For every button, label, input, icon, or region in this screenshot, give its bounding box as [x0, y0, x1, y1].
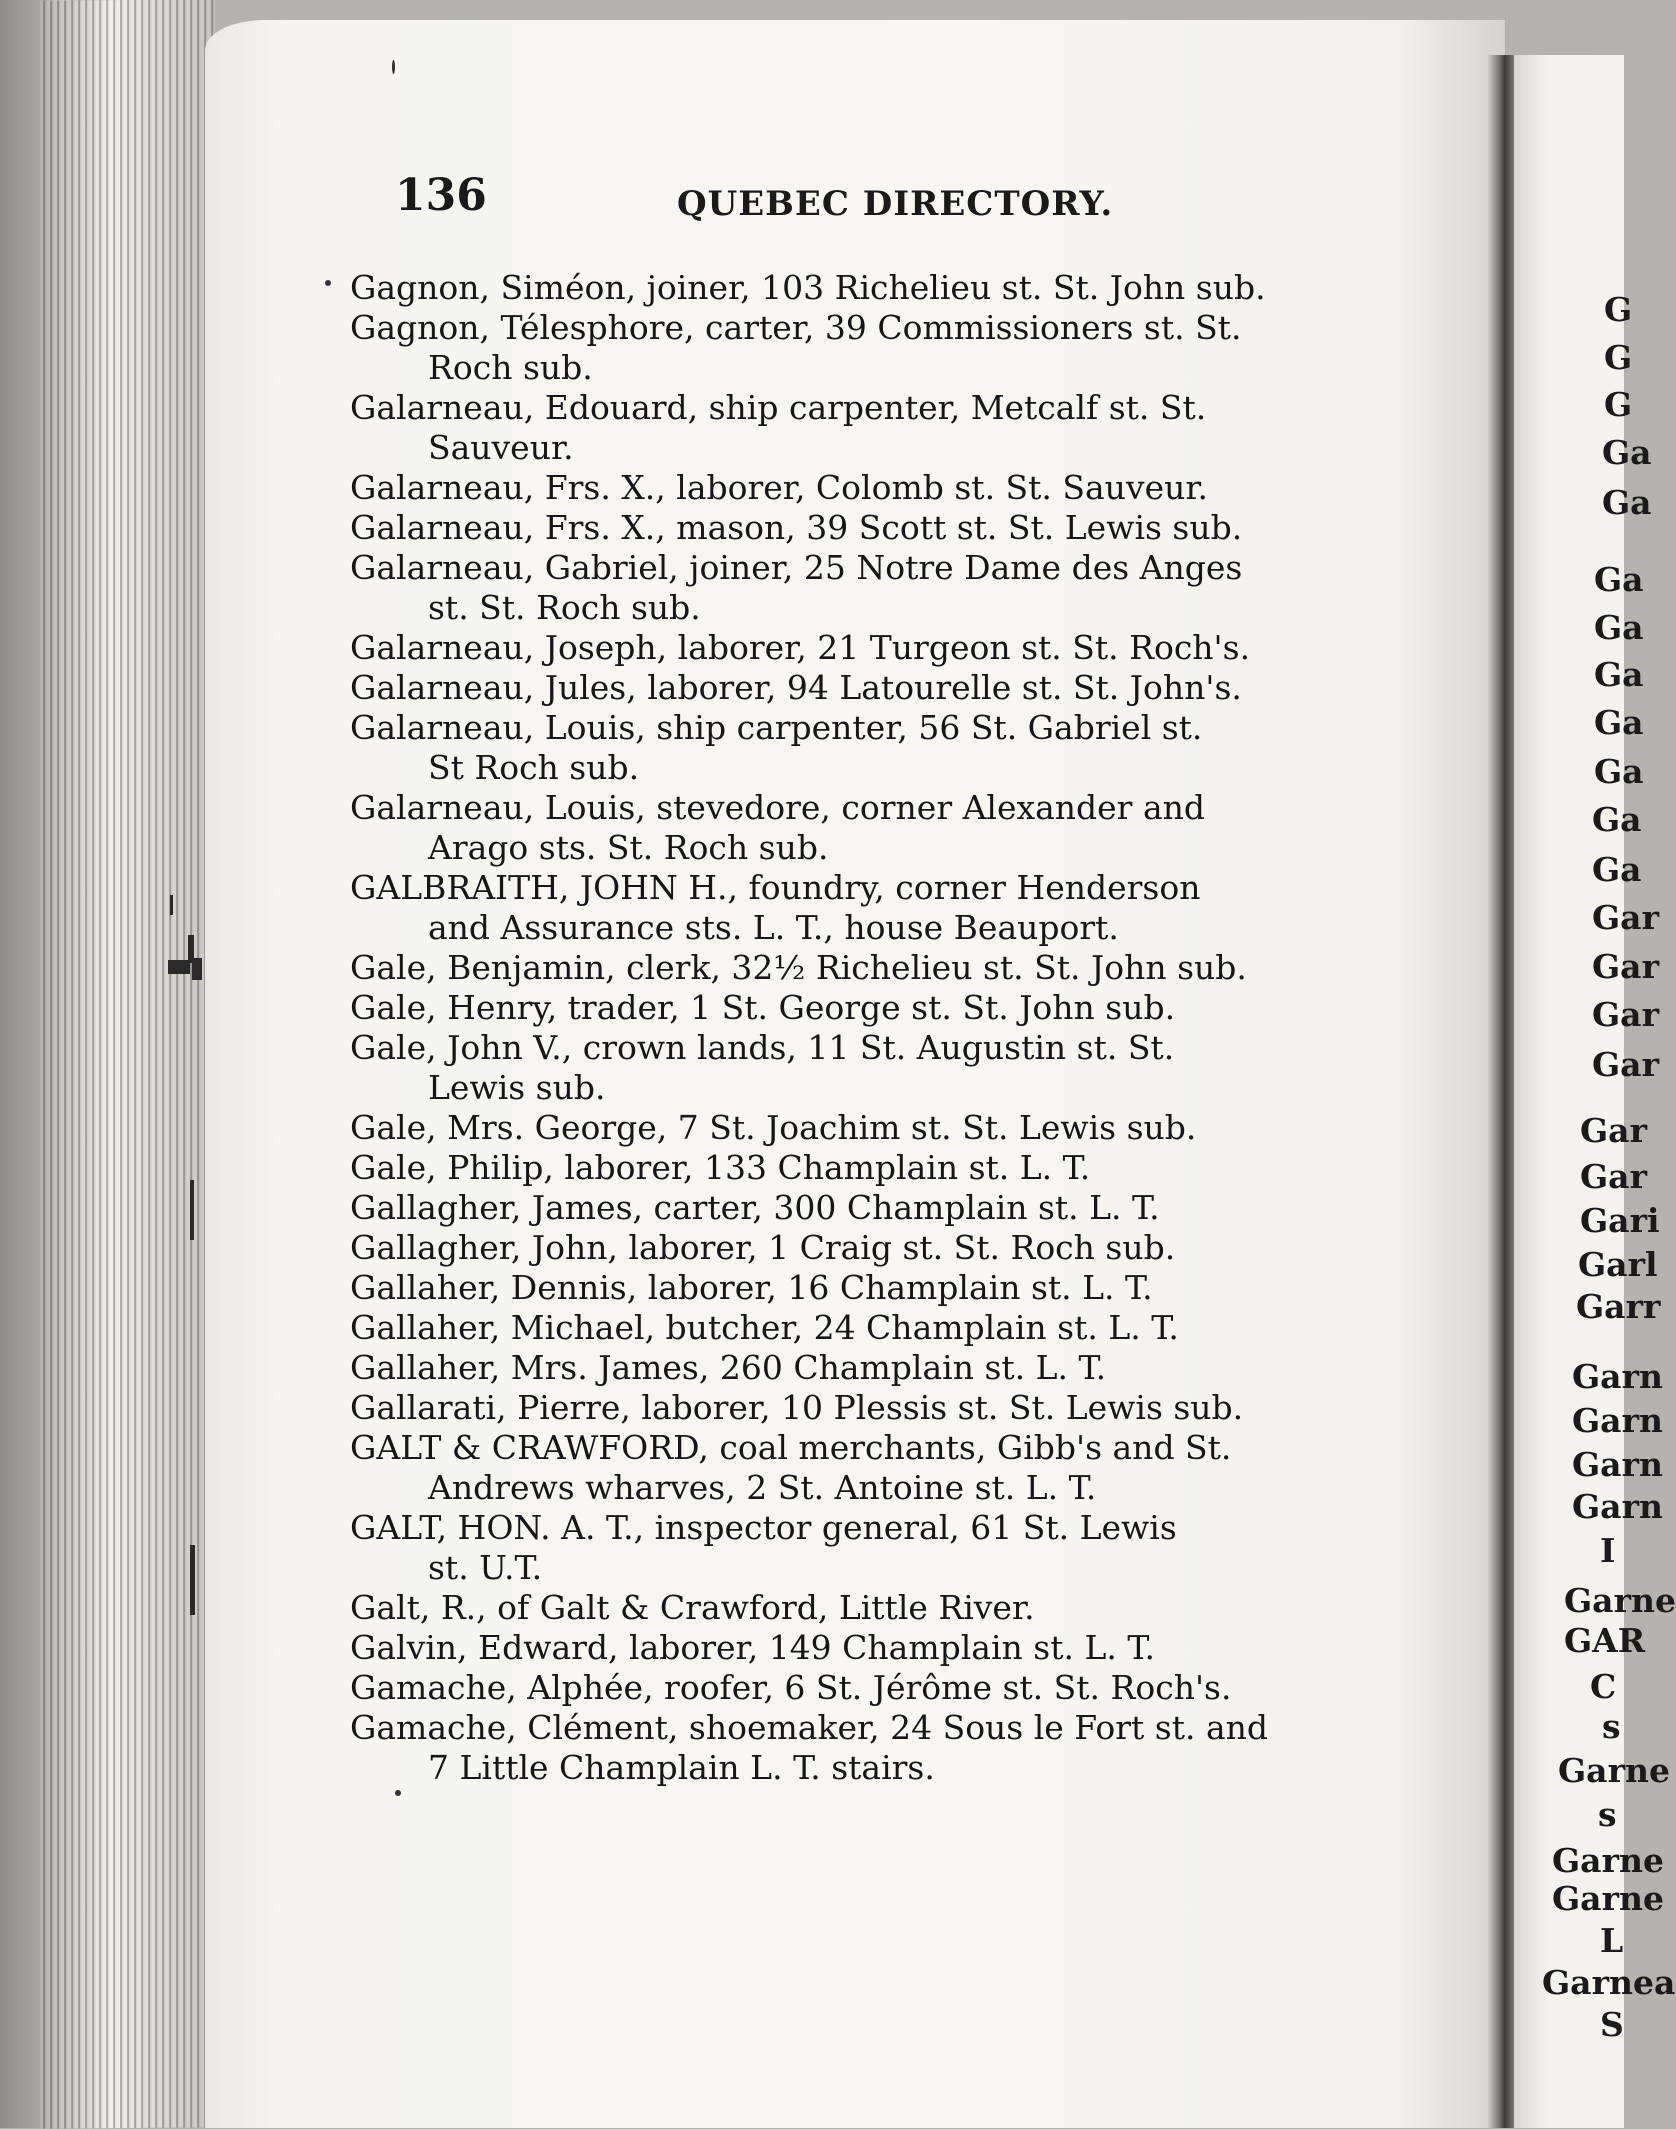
right-page — [1514, 55, 1676, 2128]
right-page-fragment: Garne — [1558, 1751, 1670, 1790]
entry-line: Galarneau, Joseph, laborer, 21 Turgeon st. St. Roch's. — [350, 628, 1251, 667]
directory-entry — [350, 948, 1360, 988]
entry-line: Galarneau, Louis, stevedore, corner Alexander and — [350, 788, 1206, 827]
right-page-fragment: G — [1604, 338, 1633, 377]
entry-line: Gale, Henry, trader, 1 St. George st. St. John sub. — [350, 988, 1176, 1027]
right-page-fragment: Gar — [1592, 947, 1659, 986]
directory-entry — [350, 868, 1360, 948]
right-page-fragment: Garnea — [1542, 1963, 1676, 2002]
page-number: 136 — [395, 170, 487, 221]
right-page-fragment: Ga — [1602, 483, 1652, 522]
directory-entry — [350, 1228, 1360, 1268]
directory-entry — [350, 1588, 1360, 1628]
right-page-fragment: Ga — [1594, 703, 1644, 742]
right-page-fragment: G — [1604, 290, 1633, 329]
entry-line: Gale, Benjamin, clerk, 32½ Richelieu st. St. John sub. — [350, 948, 1247, 987]
directory-entry — [350, 788, 1360, 868]
right-page-fragment: Garne — [1552, 1879, 1664, 1918]
right-page-fragment: Ga — [1594, 752, 1644, 791]
entry-line: Gamache, Clément, shoemaker, 24 Sous le Fort st. and — [350, 1708, 1269, 1747]
gutter — [1488, 55, 1516, 2128]
entry-line: GALBRAITH, JOHN H., foundry, corner Henderson — [350, 868, 1201, 907]
entry-continuation: 7 Little Champlain L. T. stairs. — [428, 1748, 935, 1787]
directory-entry — [350, 668, 1360, 708]
directory-entry — [350, 628, 1360, 668]
entry-line: Gamache, Alphée, roofer, 6 St. Jérôme st. St. Roch's. — [350, 1668, 1232, 1707]
entry-line: Gagnon, Siméon, joiner, 103 Richelieu st. St. John sub. — [350, 268, 1266, 307]
right-page-fragment: Garn — [1572, 1487, 1663, 1526]
right-page-fragment: Gar — [1580, 1157, 1647, 1196]
right-page-fragment: Gari — [1580, 1201, 1660, 1240]
right-page-fragment: I — [1600, 1531, 1616, 1570]
directory-entry — [350, 1148, 1360, 1188]
directory-entry — [350, 1508, 1360, 1588]
directory-entry — [350, 508, 1360, 548]
right-page-fragment: Garn — [1572, 1357, 1663, 1396]
right-page-fragment: L — [1600, 1921, 1624, 1960]
right-page-fragment: Ga — [1594, 560, 1644, 599]
right-page-fragment: Garn — [1572, 1401, 1663, 1440]
entry-continuation: Sauveur. — [428, 428, 574, 467]
right-page-fragment: Ga — [1594, 655, 1644, 694]
directory-entries — [350, 268, 1360, 1788]
right-page-fragment: C — [1590, 1667, 1617, 1706]
right-page-fragment: Garn — [1572, 1445, 1663, 1484]
entry-continuation: Roch sub. — [428, 348, 593, 387]
entry-line: Gallaher, Mrs. James, 260 Champlain st. L. T. — [350, 1348, 1107, 1387]
right-page-fragment: Garl — [1578, 1245, 1658, 1284]
right-page-fragment: Garr — [1576, 1287, 1661, 1326]
entry-line: Gale, John V., crown lands, 11 St. Augustin st. St. — [350, 1028, 1175, 1067]
right-page-fragment: Ga — [1592, 800, 1642, 839]
entry-line: Gallagher, John, laborer, 1 Craig st. St. Roch sub. — [350, 1228, 1176, 1267]
right-page-fragment: Gar — [1580, 1111, 1647, 1150]
page-header — [395, 170, 1405, 240]
edge-marks — [150, 0, 210, 2128]
right-page-fragment: Ga — [1602, 433, 1652, 472]
entry-continuation: st. U.T. — [428, 1548, 543, 1587]
entry-line: Galarneau, Frs. X., mason, 39 Scott st. St. Lewis sub. — [350, 508, 1243, 547]
entry-line: Gagnon, Télesphore, carter, 39 Commissioners st. St. — [350, 308, 1242, 347]
right-page-fragment: S — [1600, 2005, 1624, 2044]
right-page-fragments — [1514, 55, 1676, 2128]
entry-continuation: and Assurance sts. L. T., house Beauport. — [428, 908, 1119, 947]
entry-line: Galvin, Edward, laborer, 149 Champlain st. L. T. — [350, 1628, 1156, 1667]
entry-continuation: Arago sts. St. Roch sub. — [428, 828, 829, 867]
directory-entry — [350, 1188, 1360, 1228]
directory-entry — [350, 268, 1360, 308]
right-page-fragment: Gar — [1592, 995, 1659, 1034]
directory-entry — [350, 548, 1360, 628]
right-page-fragment: Ga — [1592, 850, 1642, 889]
entry-line: Galarneau, Jules, laborer, 94 Latourelle st. St. John's. — [350, 668, 1242, 707]
right-page-fragment: G — [1604, 385, 1633, 424]
directory-entry — [350, 988, 1360, 1028]
directory-entry — [350, 1668, 1360, 1708]
directory-entry — [350, 468, 1360, 508]
directory-entry — [350, 1028, 1360, 1108]
right-page-fragment: Gar — [1592, 1045, 1659, 1084]
entry-continuation: st. St. Roch sub. — [428, 588, 701, 627]
entry-continuation: Andrews wharves, 2 St. Antoine st. L. T. — [428, 1468, 1097, 1507]
entry-line: GALT & CRAWFORD, coal merchants, Gibb's and St. — [350, 1428, 1232, 1467]
entry-line: Gallarati, Pierre, laborer, 10 Plessis st. St. Lewis sub. — [350, 1388, 1244, 1427]
directory-entry — [350, 1308, 1360, 1348]
directory-entry — [350, 1388, 1360, 1428]
directory-entry — [350, 1708, 1360, 1788]
right-page-fragment: s — [1598, 1795, 1617, 1834]
directory-entry — [350, 1108, 1360, 1148]
right-page-fragment: Gar — [1592, 898, 1659, 937]
entry-line: Galarneau, Louis, ship carpenter, 56 St. Gabriel st. — [350, 708, 1203, 747]
directory-entry — [350, 1628, 1360, 1668]
entry-line: Galt, R., of Galt & Crawford, Little River. — [350, 1588, 1035, 1627]
entry-line: Galarneau, Edouard, ship carpenter, Metcalf st. St. — [350, 388, 1207, 427]
right-page-fragment: Garne — [1564, 1581, 1676, 1620]
directory-entry — [350, 388, 1360, 468]
right-page-fragment: s — [1602, 1707, 1621, 1746]
entry-line: Gallaher, Michael, butcher, 24 Champlain st. L. T. — [350, 1308, 1179, 1347]
entry-line: Gale, Mrs. George, 7 St. Joachim st. St. Lewis sub. — [350, 1108, 1197, 1147]
directory-entry — [350, 1268, 1360, 1308]
entry-line: Galarneau, Gabriel, joiner, 25 Notre Dame des Anges — [350, 548, 1243, 587]
directory-entry — [350, 1428, 1360, 1508]
running-head: QUEBEC DIRECTORY. — [677, 184, 1114, 224]
right-page-fragment: Ga — [1594, 608, 1644, 647]
entry-line: Gallagher, James, carter, 300 Champlain st. L. T. — [350, 1188, 1160, 1227]
entry-line: Gale, Philip, laborer, 133 Champlain st. L. T. — [350, 1148, 1091, 1187]
right-page-fragment: Garne — [1552, 1841, 1664, 1880]
directory-entry — [350, 708, 1360, 788]
entry-continuation: St Roch sub. — [428, 748, 640, 787]
entry-line: Galarneau, Frs. X., laborer, Colomb st. St. Sauveur. — [350, 468, 1208, 507]
right-page-fragment: GAR — [1564, 1621, 1646, 1660]
directory-entry — [350, 308, 1360, 388]
directory-entry — [350, 1348, 1360, 1388]
entry-line: Gallaher, Dennis, laborer, 16 Champlain st. L. T. — [350, 1268, 1153, 1307]
entry-continuation: Lewis sub. — [428, 1068, 606, 1107]
entry-line: GALT, HON. A. T., inspector general, 61 St. Lewis — [350, 1508, 1177, 1547]
